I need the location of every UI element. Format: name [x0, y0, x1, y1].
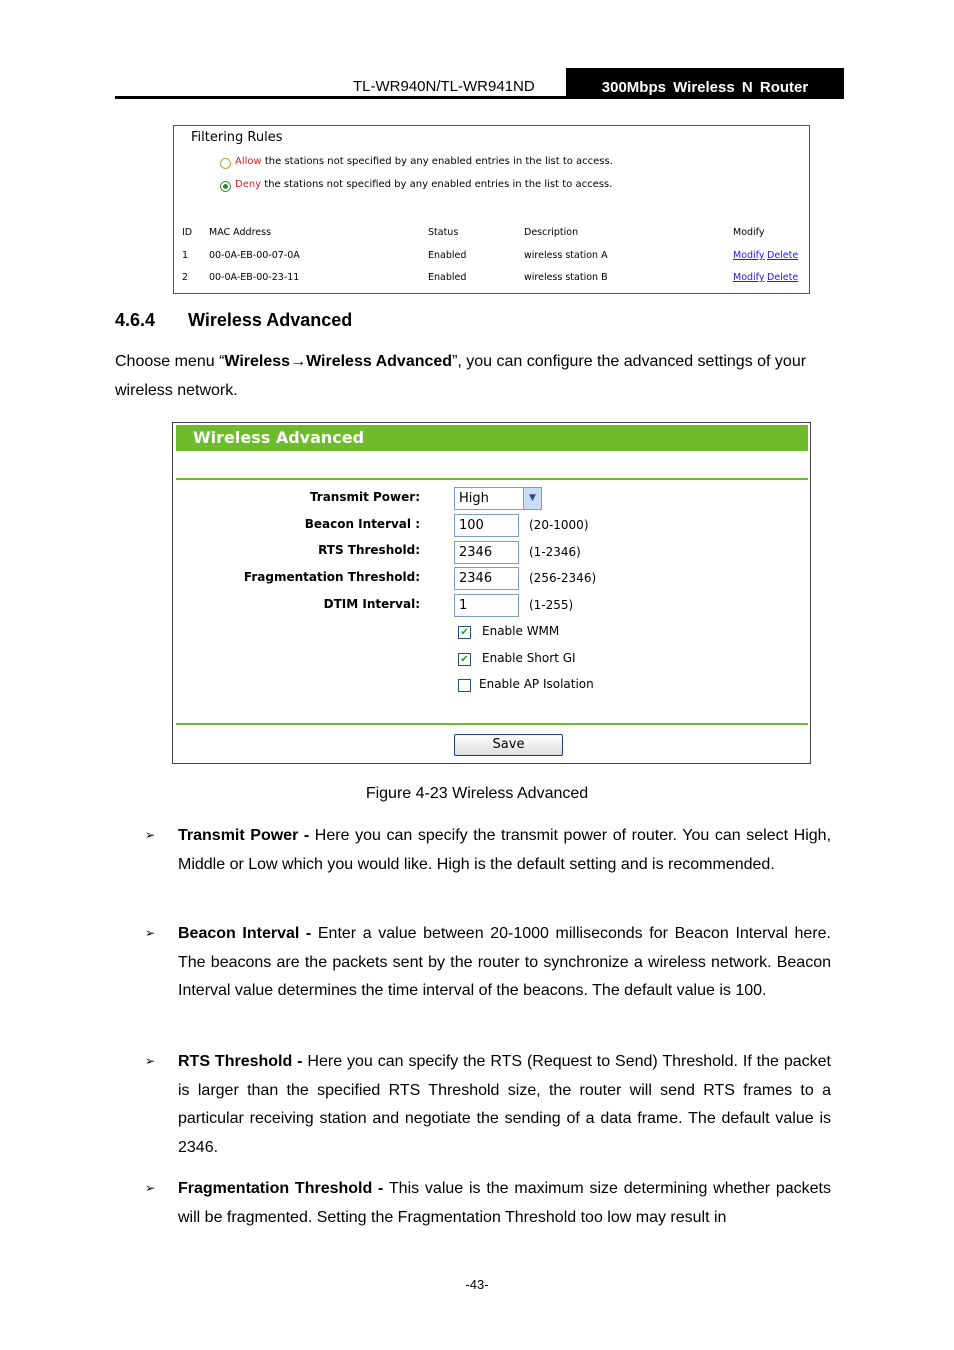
bottom-divider — [176, 723, 808, 725]
bullet-rts-threshold — [178, 1048, 831, 1163]
modify-link[interactable]: Modify — [733, 250, 765, 261]
bullet-term: RTS Threshold - — [178, 1053, 303, 1070]
dtim-interval-input[interactable] — [454, 594, 519, 617]
beacon-interval-value: 100 — [459, 518, 484, 533]
header-product: 300Mbps Wireless N Router — [566, 68, 844, 99]
rts-threshold-input[interactable] — [454, 541, 519, 564]
bullet-fragmentation-threshold — [178, 1175, 831, 1232]
fragmentation-threshold-hint: (256-2346) — [529, 571, 597, 585]
enable-wmm-checkbox[interactable]: ✔ — [458, 626, 471, 639]
bullet-marker: ➢ — [145, 926, 156, 940]
col-mac: MAC Address — [209, 227, 272, 238]
row-status: Enabled — [428, 250, 467, 261]
bullet-body: This value is the maximum size determining whether packets will be fragmented. Setting the Fragmentation Threshold too low may result in — [178, 1180, 832, 1226]
enable-short-gi-checkbox[interactable]: ✔ — [458, 653, 471, 666]
mac-filter-table — [174, 126, 809, 293]
bullet-marker: ➢ — [145, 1054, 156, 1068]
header-rule — [115, 96, 844, 99]
bullet-body: Here you can specify the transmit power of router. You can select High, Middle or Low which you would like. High is the default setting and is recommended. — [178, 827, 832, 873]
bullet-beacon-interval — [178, 920, 831, 1006]
enable-ap-isolation-label: Enable AP Isolation — [479, 677, 594, 691]
bullet-term: Fragmentation Threshold - — [178, 1180, 384, 1197]
enable-ap-isolation-checkbox[interactable] — [458, 679, 471, 692]
page-number: -43- — [465, 1277, 489, 1292]
dtim-interval-hint: (1-255) — [529, 598, 574, 612]
bullet-body: Enter a value between 20-1000 milliseconds for Beacon Interval here. The beacons are the packets sent by the router to synchronize a wireless network. Beacon Interval value determines the time interval of the beacons. The default value is 100. — [178, 925, 831, 1000]
dtim-interval-label: DTIM Interval: — [323, 597, 420, 611]
row-description: wireless station B — [524, 272, 608, 283]
panel-header — [176, 425, 808, 451]
figure-caption: Figure 4-23 Wireless Advanced — [365, 785, 589, 802]
section-title: Wireless Advanced — [188, 310, 353, 330]
row-id: 2 — [182, 272, 189, 283]
delete-link[interactable]: Delete — [767, 250, 799, 261]
top-divider — [176, 478, 808, 480]
enable-wmm-label: Enable WMM — [482, 624, 560, 638]
intro-menu-path: Wireless→Wireless Advanced — [224, 353, 453, 370]
chevron-down-icon[interactable]: ▼ — [523, 488, 541, 509]
fragmentation-threshold-input[interactable] — [454, 567, 519, 590]
beacon-interval-hint: (20-1000) — [529, 518, 589, 532]
transmit-power-value: High — [459, 491, 489, 506]
enable-short-gi-label: Enable Short GI — [482, 651, 576, 665]
filtering-rules-panel — [173, 125, 810, 294]
rts-threshold-hint: (1-2346) — [529, 545, 581, 559]
panel-title: Wireless Advanced — [193, 428, 365, 447]
allow-description: the stations not specified by any enabled entries in the list to access. — [261, 156, 613, 167]
deny-keyword: Deny — [235, 179, 262, 190]
bullet-body: Here you can specify the RTS (Request to Send) Threshold. If the packet is larger than the specified RTS Threshold size, the router will send RTS frames to a particular receiving station and negotiate the sending of a data frame. The default value is 2346. — [178, 1053, 831, 1157]
row-description: wireless station A — [524, 250, 608, 261]
fragmentation-threshold-value: 2346 — [459, 571, 493, 586]
row-mac: 00-0A-EB-00-07-0A — [209, 250, 300, 261]
fragmentation-threshold-label: Fragmentation Threshold: — [243, 570, 420, 584]
deny-description: the stations not specified by any enabled entries in the list to access. — [261, 179, 613, 190]
bullet-marker: ➢ — [145, 828, 156, 842]
row-mac: 00-0A-EB-00-23-11 — [209, 272, 300, 283]
header-model: TL-WR940N/TL-WR941ND — [353, 78, 535, 95]
dtim-interval-value: 1 — [459, 598, 468, 613]
transmit-power-select[interactable] — [454, 487, 542, 510]
row-status: Enabled — [428, 272, 467, 283]
col-description: Description — [524, 227, 579, 238]
bullet-transmit-power — [178, 822, 831, 879]
delete-link[interactable]: Delete — [767, 272, 799, 283]
beacon-interval-label: Beacon Interval : — [304, 517, 420, 531]
col-modify: Modify — [733, 227, 765, 238]
col-status: Status — [428, 227, 459, 238]
beacon-interval-input[interactable] — [454, 514, 519, 537]
bullet-term: Transmit Power - — [178, 827, 310, 844]
modify-link[interactable]: Modify — [733, 272, 765, 283]
wireless-advanced-panel — [172, 422, 811, 764]
filtering-rules-title: Filtering Rules — [191, 130, 283, 145]
intro-post: ”, you can configure the advanced settings of your wireless network. — [115, 353, 807, 399]
rts-threshold-label: RTS Threshold: — [318, 543, 420, 557]
section-number: 4.6.4 — [115, 310, 156, 330]
rts-threshold-value: 2346 — [459, 545, 493, 560]
intro-paragraph — [115, 347, 844, 405]
allow-keyword: Allow — [235, 156, 262, 167]
col-id: ID — [182, 227, 193, 238]
intro-pre: Choose menu “ — [115, 353, 225, 370]
bullet-term: Beacon Interval - — [178, 925, 312, 942]
row-id: 1 — [182, 250, 189, 261]
save-button[interactable]: Save — [454, 734, 563, 756]
bullet-marker: ➢ — [145, 1181, 156, 1195]
transmit-power-label: Transmit Power: — [309, 490, 420, 504]
